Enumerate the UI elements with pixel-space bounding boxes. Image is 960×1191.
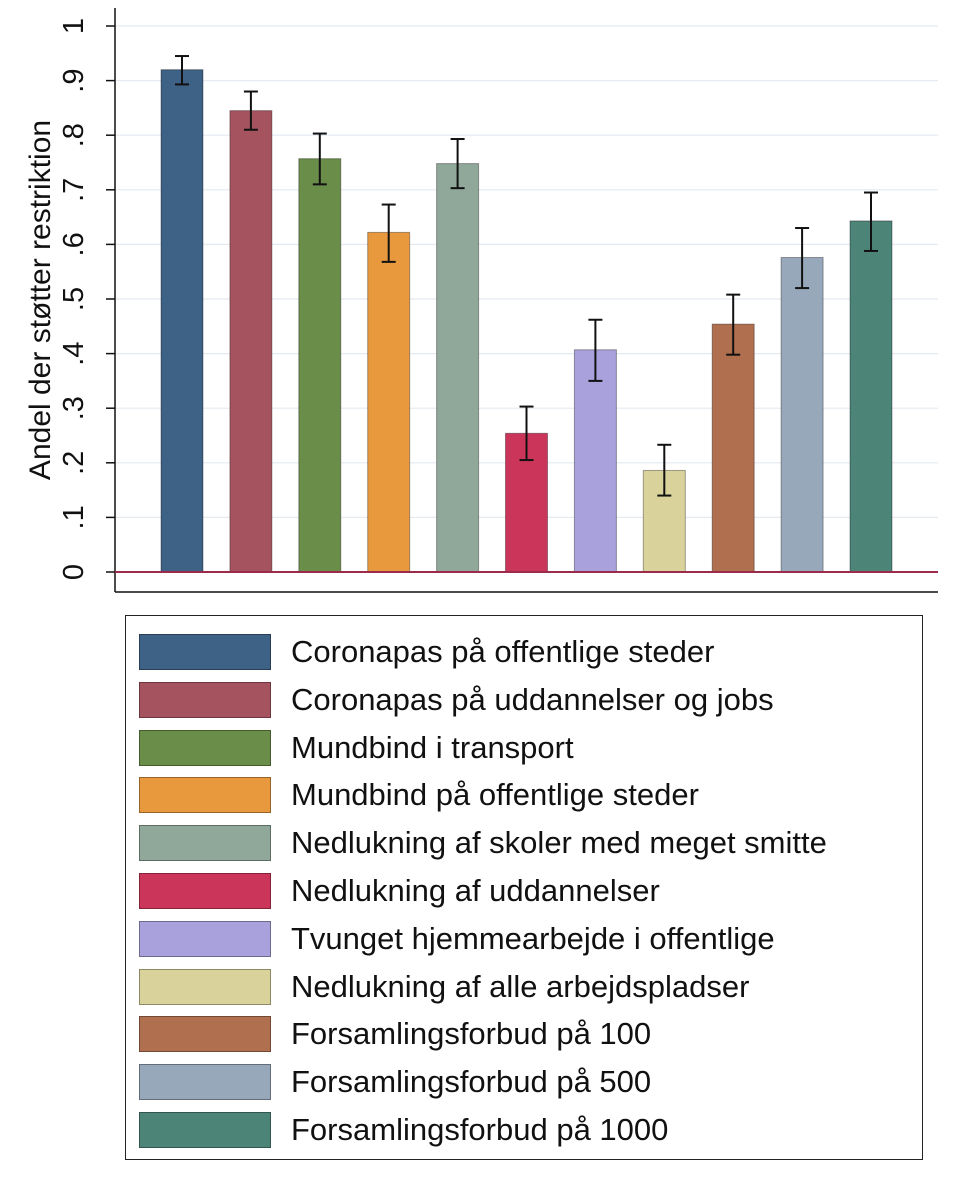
legend-label: Tvunget hjemmearbejde i offentlige [291, 920, 775, 956]
bar [368, 232, 410, 572]
legend-item [139, 1011, 651, 1057]
bars [161, 56, 892, 572]
legend-item [139, 964, 749, 1010]
legend-item [139, 868, 660, 914]
bar [299, 159, 341, 572]
legend-swatch [139, 730, 271, 766]
y-tick-label: .3 [58, 396, 90, 421]
legend [125, 615, 923, 1160]
y-axis-label: Andel der støtter restriktion [24, 119, 57, 481]
bar [712, 324, 754, 572]
y-tick-label: 0 [58, 563, 90, 581]
y-tick-label: .7 [58, 177, 90, 202]
legend-item [139, 1107, 668, 1153]
legend-item [139, 725, 574, 771]
legend-label: Mundbind på offentlige steder [291, 777, 699, 813]
y-tick-label: .6 [58, 232, 90, 257]
legend-swatch [139, 1064, 271, 1100]
legend-swatch [139, 873, 271, 909]
legend-label: Nedlukning af alle arbejdspladser [291, 968, 750, 1004]
legend-label: Forsamlingsforbud på 500 [291, 1064, 652, 1100]
bar [161, 70, 203, 572]
legend-swatch [139, 682, 271, 718]
legend-swatch [139, 921, 271, 957]
legend-item [139, 629, 714, 675]
legend-swatch [139, 1016, 271, 1052]
legend-item [139, 772, 699, 818]
legend-label: Coronapas på offentlige steder [291, 634, 715, 669]
legend-swatch [139, 1112, 271, 1148]
bar [437, 164, 479, 572]
legend-label: Coronapas på uddannelser og jobs [291, 681, 774, 717]
bar [230, 111, 272, 572]
legend-label: Nedlukning af skoler med meget smitte [291, 825, 827, 861]
y-tick-label: 1 [58, 17, 90, 35]
y-tick-label: .1 [58, 505, 90, 530]
bar [781, 258, 823, 572]
y-tick-label: .5 [58, 286, 90, 312]
legend-item [139, 677, 774, 723]
legend-label: Nedlukning af uddannelser [291, 873, 660, 908]
legend-swatch [139, 777, 271, 813]
bar [850, 221, 892, 572]
bar [574, 350, 616, 572]
y-tick-label: .8 [58, 123, 90, 148]
legend-swatch [139, 634, 271, 670]
legend-label: Forsamlingsforbud på 1000 [291, 1112, 669, 1147]
legend-item [139, 820, 827, 866]
y-tick-label: .2 [58, 450, 90, 475]
legend-swatch [139, 969, 271, 1005]
legend-label: Mundbind i transport [291, 729, 574, 765]
legend-item [139, 916, 775, 962]
y-tick-label: .4 [58, 341, 90, 366]
legend-label: Forsamlingsforbud på 100 [291, 1016, 652, 1052]
y-tick-label: .9 [58, 68, 90, 93]
legend-item [139, 1059, 651, 1105]
legend-swatch [139, 825, 271, 861]
